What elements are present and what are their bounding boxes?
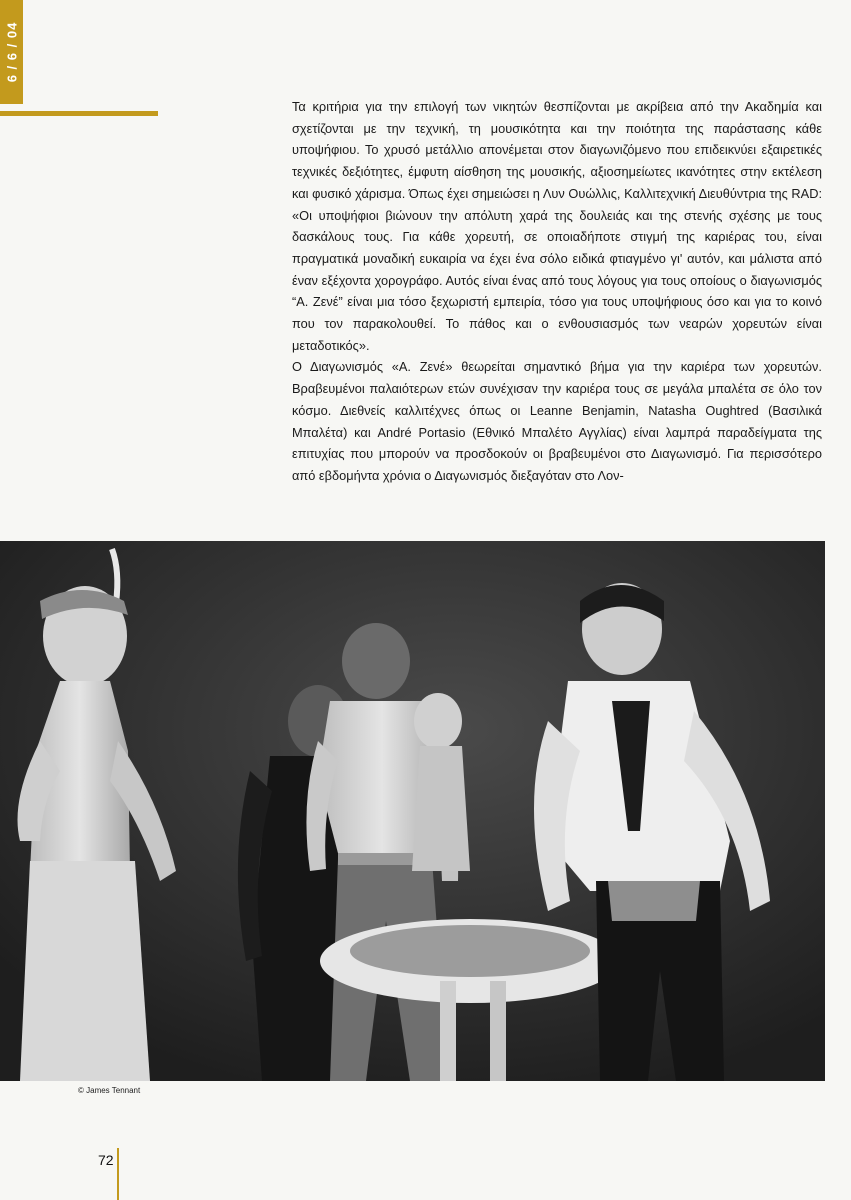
article-paragraph: Τα κριτήρια για την επιλογή των νικητών θεσπίζονται με ακρίβεια από την Ακαδημία και σχετίζονται με την τεχνική, τη μουσικότητα και την ποιότητα της παράστασης κάθε υποψήφιου. Το χρυσό μετάλλιο απονέμεται στον διαγωνιζόμενο που επιδεικνύει εξαιρετικές τεχνικές δεξιότητες, έμφυτη αίσθηση της μουσικής, αξιοσημείωτες ικανότητες στην εκτέλεση και φυσικό χάρισμα. Όπως έχει σημειώσει η Λυν Ουώλλις, Καλλιτεχνική Διευθύντρια της RAD: «Οι υποψήφιοι βιώνουν την απόλυτη χαρά της δουλειάς και της στενής σχέσης με τους δασκάλους τους. Για κάθε χορευτή, σε οποιαδήποτε στιγμή της καριέρας του, είναι πραγματικά μοναδική ευκαιρία να έχει ένα σόλο ειδικά φτιαγμένο γι' αυτόν, και μάλιστα από έναν εξέχοντα χορογράφο. Αυτός είναι ένας από τους λόγους για τους οποίους ο διαγωνισμός “Α. Ζενέ” είναι μια τόσο ξεχωριστή εμπειρία, τόσο για τους υποψήφιους όσο και για το κοινό που τον παρακολουθεί. Το πάθος και ο ενθουσιασμός των νεαρών χορευτών είναι μεταδοτικός».: [292, 99, 822, 353]
article-body: [292, 96, 822, 487]
ballet-photo-illustration: [0, 541, 825, 1081]
page-number-rule: [117, 1148, 119, 1200]
date-tab: [0, 0, 23, 104]
photo-credit: © James Tennant: [78, 1086, 141, 1095]
ballet-photo: [0, 541, 825, 1081]
article-paragraph: Ο Διαγωνισμός «Α. Ζενέ» θεωρείται σημαντικό βήμα για την καριέρα των χορευτών. Βραβευμένοι παλαιότερων ετών συνέχισαν την καριέρα τους σε μεγάλα μπαλέτα σε όλο τον κόσμο. Διεθνείς καλλιτέχνες όπως οι Leanne Benjamin, Natasha Oughtred (Βασιλικά Μπαλέτα) και André Portasio (Εθνικό Μπαλέτο Αγγλίας) είναι λαμπρά παραδείγματα της επιτυχίας που μπορούν να προσδοκούν οι βραβευμένοι στο Διαγωνισμό. Για περισσότερο από εβδομήντα χρόνια ο Διαγωνισμός διεξαγόταν στο Λον-: [292, 359, 822, 483]
accent-rule: [0, 111, 158, 116]
date-tab-label: 6 / 6 / 04: [4, 21, 19, 83]
page-number: 72: [98, 1152, 114, 1168]
